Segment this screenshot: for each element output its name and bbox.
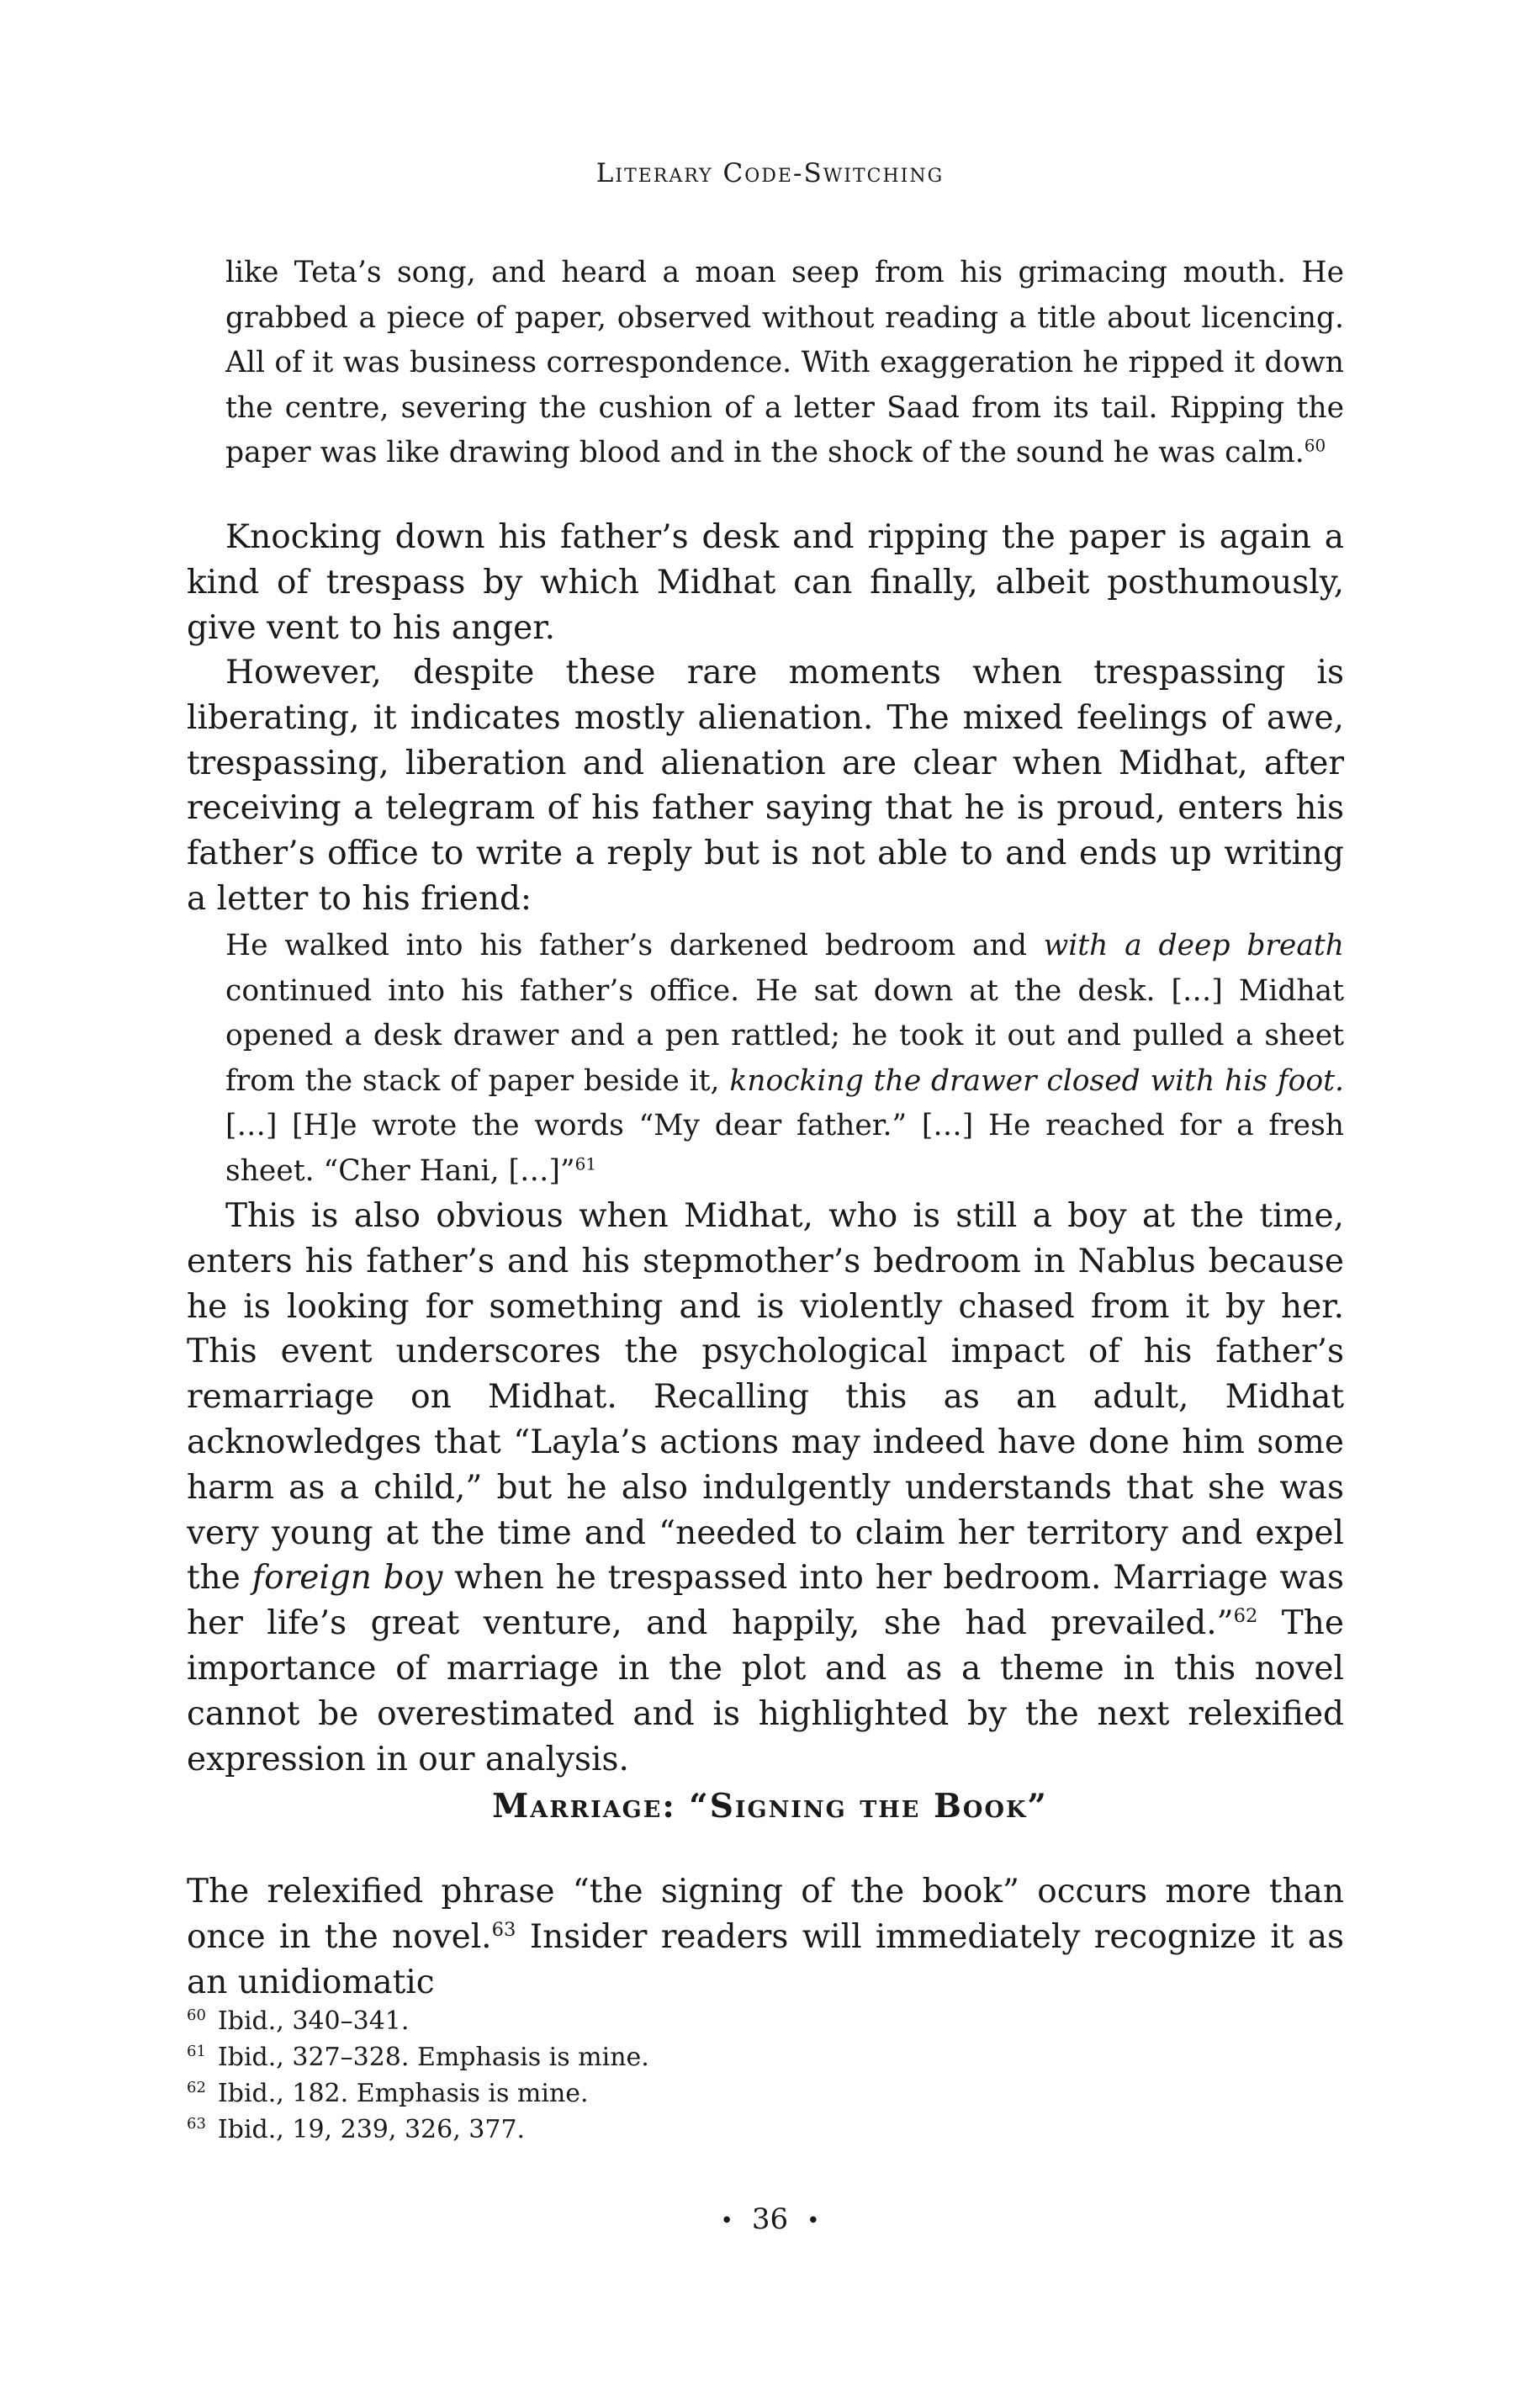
footnote-ref-63: 63 bbox=[491, 1918, 516, 1941]
paragraph-1 bbox=[187, 515, 1344, 650]
emphasis-drawer-closed: knocking the drawer closed with his foot. bbox=[729, 1063, 1344, 1098]
section-heading: Marriage: “Signing the Book” bbox=[492, 1787, 1048, 1826]
running-head: Literary Code-Switching bbox=[595, 158, 945, 188]
footnote-ref-62: 62 bbox=[1233, 1605, 1258, 1628]
emphasis-deep-breath: with a deep breath bbox=[1043, 929, 1344, 962]
paragraph-2 bbox=[187, 650, 1344, 922]
footnote-ref-61: 61 bbox=[574, 1153, 597, 1174]
footnotes bbox=[187, 2003, 1344, 2148]
footnote: $^{60}$ Ibid., 340–341. bbox=[187, 2006, 410, 2036]
paragraph-2-text: However, despite these rare moments when trespassing is liberating, it indicates mostly alienation. The mixed feelings of awe, trespassing, liberation and alienation are clear when Midhat, after receiving a telegram of his father saying that he is proud, enters his father’s office to write a reply but is not able to and ends up writing a letter to his friend: bbox=[187, 654, 1344, 918]
paragraph-3-text: This is also obvious when Midhat, who is still a boy at the time, enters his father’s and his stepmother’s bedroom in Nablus because he is looking for something and is violently chased from it by her. This event underscores the psychological impact of his father’s remarriage on Midhat. Recalling this as an adult, Midhat acknowledges that “Layla’s actions may indeed have done him some harm as a child,” but he also indulgently understands that she was very young at the time and “needed to claim her territory and expel the foreign boy when he trespassed into her bedroom. Marriage was her life’s great venture, and happily, she had prevailed.”$^{62}$ The importance of marriage in the plot and as a theme in this novel cannot be overestimated and is highlighted by the next relexified expression in our analysis. bbox=[187, 1197, 1344, 1778]
paragraph-4-text: The relexified phrase “the signing of the book” occurs more than once in the novel.$^{63}$ Insider readers will immediately recognize it as an unidiomatic bbox=[187, 1873, 1344, 2001]
page-number-text: 36 bbox=[751, 2202, 789, 2236]
emphasis-foreign-boy: foreign boy bbox=[251, 1559, 443, 1598]
footnote-ref-60: 60 bbox=[1304, 435, 1326, 456]
paragraph-4 bbox=[187, 1869, 1344, 2005]
block-quote-1-text: like Teta’s song, and heard a moan seep from his grimacing mouth. He grabbed a piece of paper, observed without reading a title about licencing. All of it was business correspondence. With exaggeration he ripped it down the centre, severing the cushion of a letter Saad from its tail. Ripping the paper was like drawing blood and in the shock of the sound he was calm.$^{60}$ bbox=[225, 256, 1344, 469]
block-quote-1 bbox=[225, 251, 1344, 476]
block-quote-2 bbox=[225, 924, 1344, 1194]
footnote: $^{62}$ Ibid., 182. Emphasis is mine. bbox=[187, 2079, 589, 2108]
folio-bullet-right: • bbox=[807, 2208, 820, 2234]
page-number bbox=[0, 2202, 1540, 2236]
footnote: $^{63}$ Ibid., 19, 239, 326, 377. bbox=[187, 2115, 526, 2144]
paragraph-3 bbox=[187, 1194, 1344, 1782]
footnote: $^{61}$ Ibid., 327–328. Emphasis is mine. bbox=[187, 2043, 649, 2072]
folio-bullet-left: • bbox=[720, 2208, 733, 2234]
paragraph-1-text: Knocking down his father’s desk and ripping the paper is again a kind of trespass by which Midhat can finally, albeit posthumously, give vent to his anger. bbox=[187, 518, 1344, 647]
block-quote-2-text: He walked into his father’s darkened bedroom and with a deep breath continued into his father’s office. He sat down at the desk. […] Midhat opened a desk drawer and a pen rattled; he took it out and pulled a sheet from the stack of paper beside it, knocking the drawer closed with his foot. […] [H]e wrote the words “My dear father.” […] He reached for a fresh sheet. “Cher Hani, […]”$^{61}$ bbox=[225, 929, 1344, 1188]
